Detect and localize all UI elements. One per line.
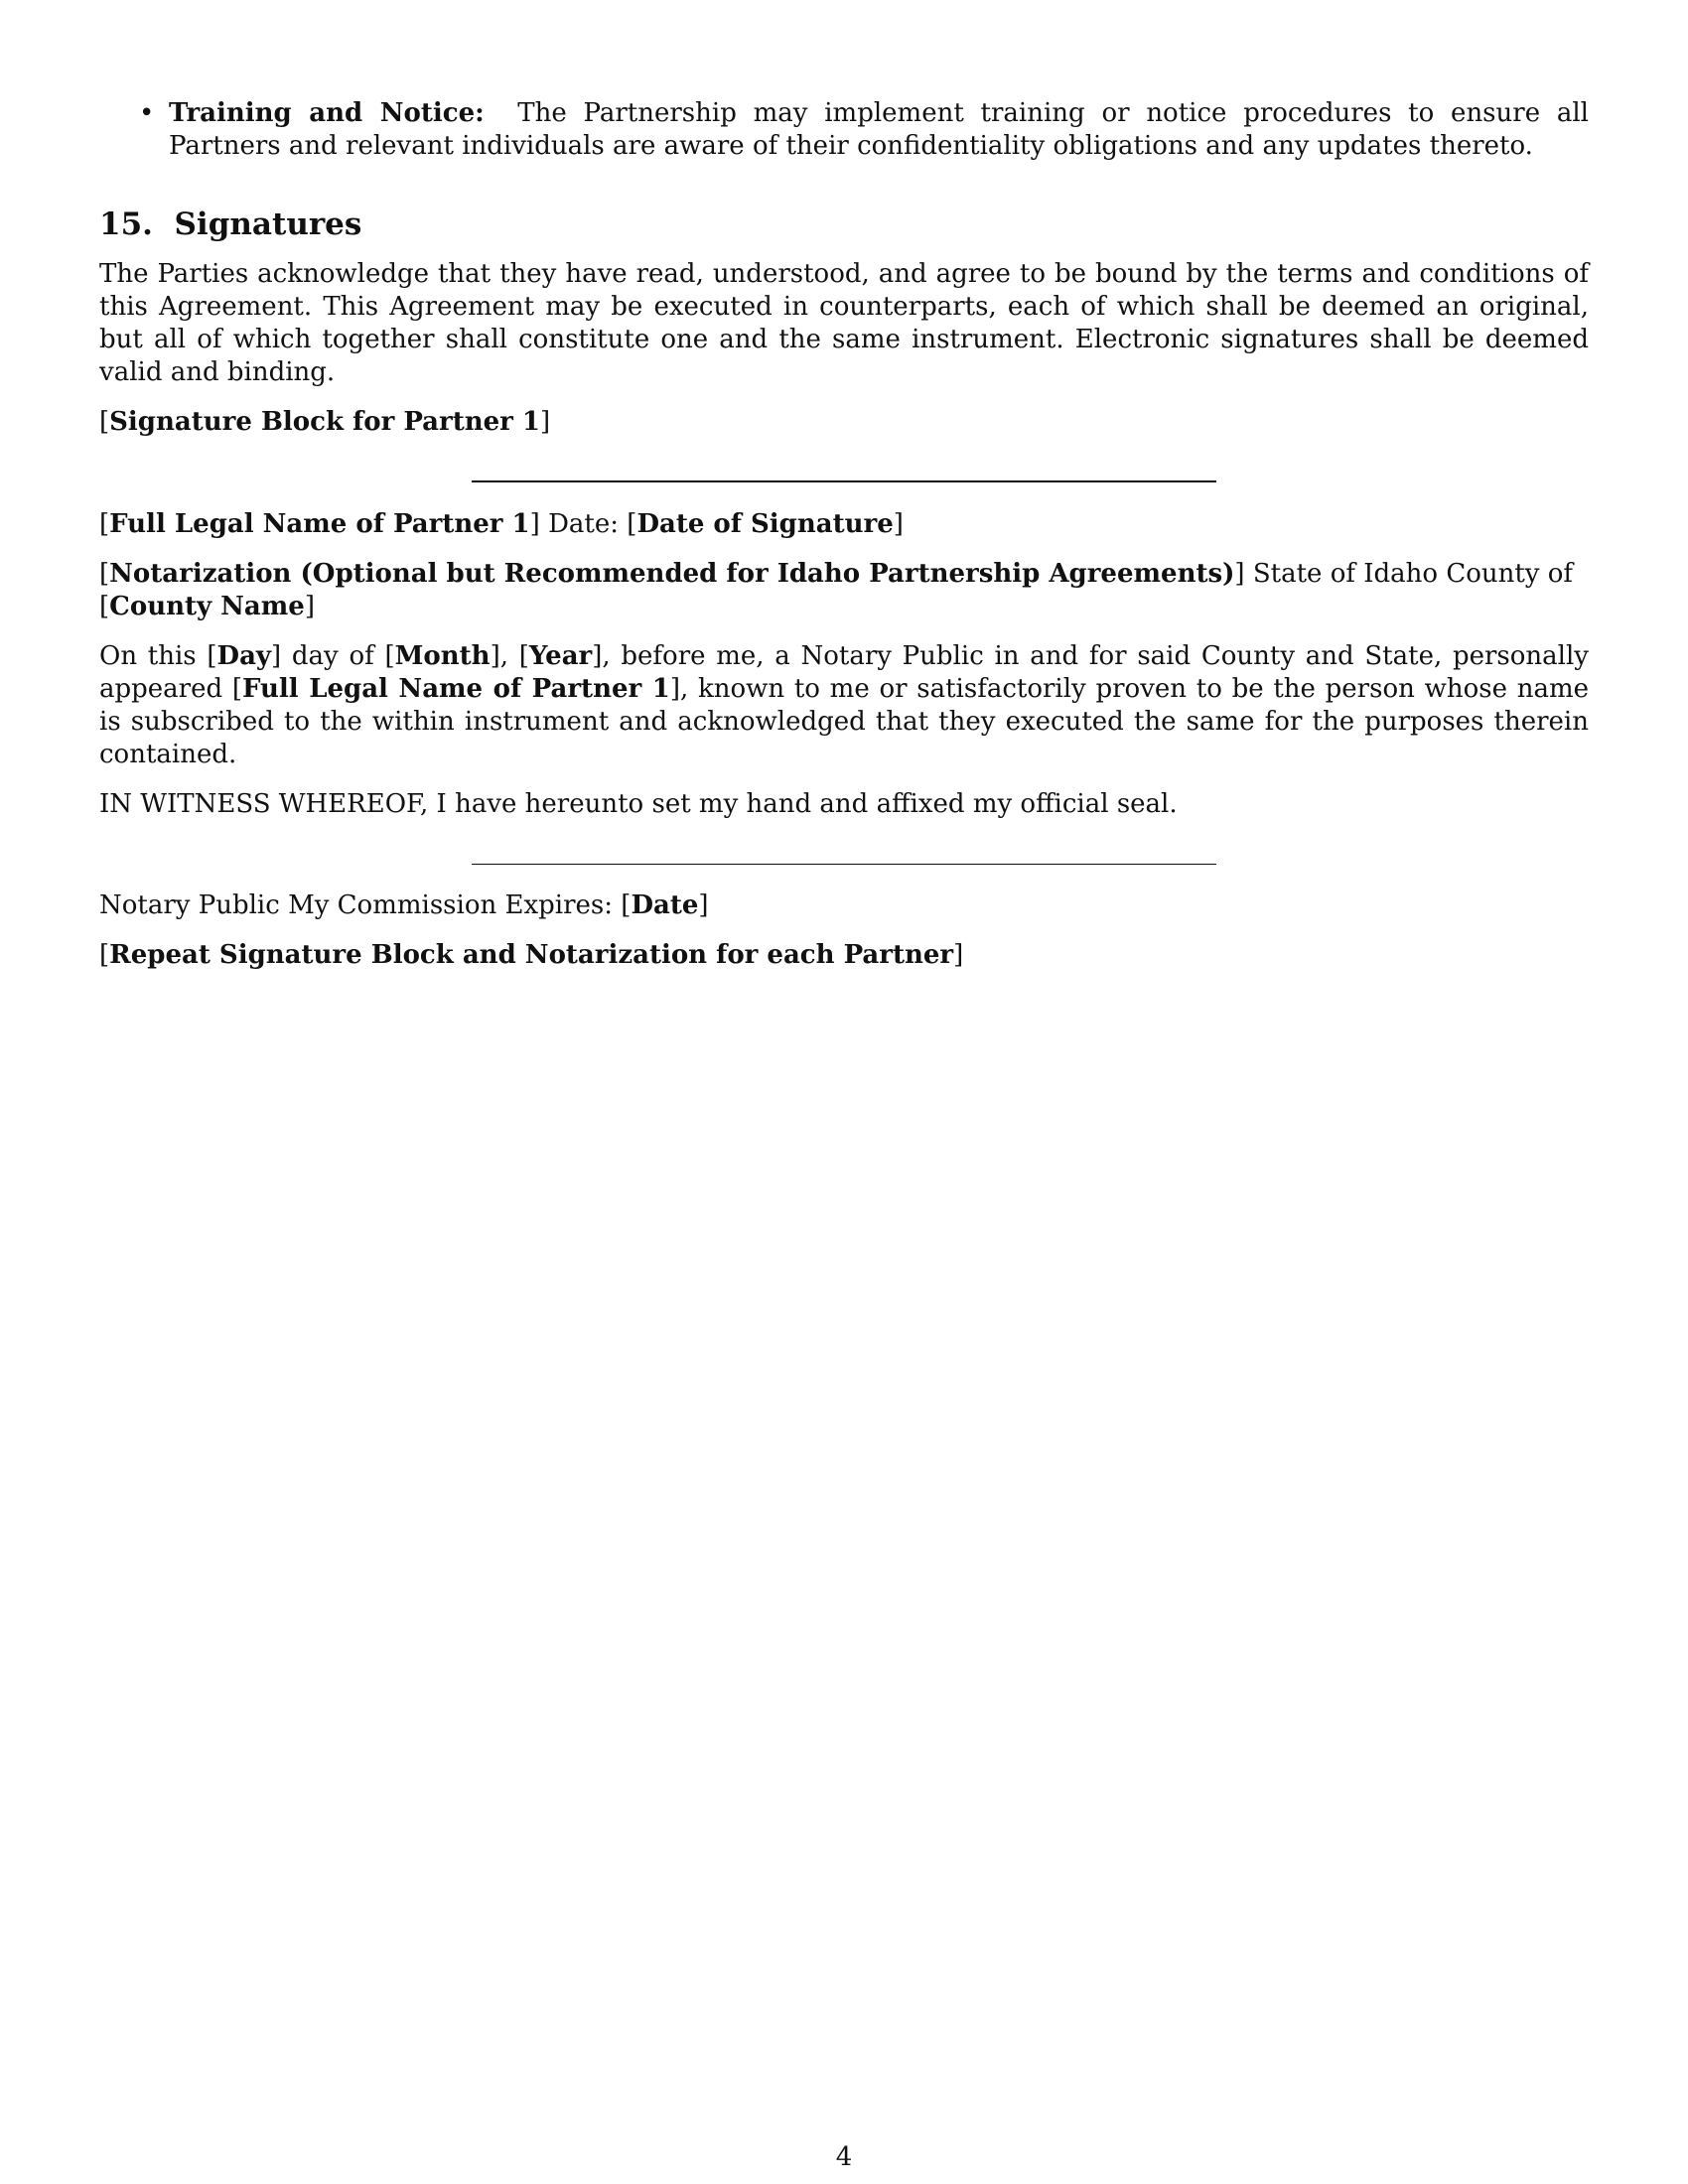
before-me-text: before me, a Notary Public in and for said County and State, personally appeared xyxy=(99,641,1589,704)
year-placeholder: Year xyxy=(528,641,593,671)
county-placeholder: County Name xyxy=(109,592,305,621)
bullet-dot: • xyxy=(139,98,155,128)
section-title: Signatures xyxy=(174,206,362,242)
appeared-partner-name: Full Legal Name of Partner 1 xyxy=(242,674,670,704)
notarization-heading: Notarization (Optional but Recommended for Idaho Partnership Agreements) xyxy=(109,559,1235,589)
notarization-heading-line: [Notarization (Optional but Recommended for Idaho Partnership Agreements)] State of Idaho County of [County Name] xyxy=(99,559,1574,621)
notary-acknowledgment: On this [Day] day of [Month], [Year], before me, a Notary Public in and for said County and State, personally appeared [Full Legal Name of Partner 1], known to me or satisfactorily proven to be the person whose name is subscribed to the within instrument and acknowledged that they executed the same for the purposes therein contained. xyxy=(99,641,1589,769)
repeat-note: Repeat Signature Block and Notarization for each Partner xyxy=(109,940,954,970)
section-number: 15. xyxy=(99,206,153,242)
month-placeholder: Month xyxy=(394,641,491,671)
signature-block-heading-text: Signature Block for Partner 1 xyxy=(109,407,541,437)
date-placeholder: Date of Signature xyxy=(636,509,894,539)
day-placeholder: Day xyxy=(216,641,272,671)
partner-name-placeholder: Full Legal Name of Partner 1 xyxy=(109,509,530,539)
bullet-label: Training and Notice: xyxy=(169,98,485,128)
page-number: 4 xyxy=(835,2142,853,2172)
commission-expires-line: Notary Public My Commission Expires: [Date] xyxy=(99,890,709,920)
date-label: Date: xyxy=(548,509,620,539)
section-heading xyxy=(99,205,1589,244)
repeat-note-line: [Repeat Signature Block and Notarization for each Partner] xyxy=(99,940,964,970)
state-county-text: State of Idaho County of xyxy=(1252,559,1574,589)
commission-expires-label: Notary Public My Commission Expires: xyxy=(99,890,614,920)
bullet-text: The Partnership may implement training or notice procedures to ensure all Partners and relevant individuals are aware of their confidentiality obligations and any updates thereto. xyxy=(169,98,1589,161)
witness-statement: IN WITNESS WHEREOF, I have hereunto set my hand and affixed my official seal. xyxy=(99,789,1178,819)
document-page xyxy=(99,97,1589,989)
commission-date-placeholder: Date xyxy=(631,890,699,920)
acknowledgment-rest-text: known to me or satisfactorily proven to be the person whose name is subscribed to the within instrument and acknowledged that they executed the same for the purposes therein contained. xyxy=(99,674,1589,769)
section-intro: The Parties acknowledge that they have read, understood, and agree to be bound by the terms and conditions of this Agreement. This Agreement may be executed in counterparts, each of which shall be deemed an original, but all of which together shall constitute one and the same instrument. Electronic signatures shall be deemed valid and binding. xyxy=(99,259,1589,387)
bullet-training-notice xyxy=(99,97,1589,163)
on-this-text: On this xyxy=(99,641,197,671)
partner-name-date-line: [Full Legal Name of Partner 1] Date: [Date of Signature] xyxy=(99,509,904,539)
signature-block-heading: [Signature Block for Partner 1] xyxy=(99,407,551,437)
day-of-text: day of xyxy=(291,641,374,671)
